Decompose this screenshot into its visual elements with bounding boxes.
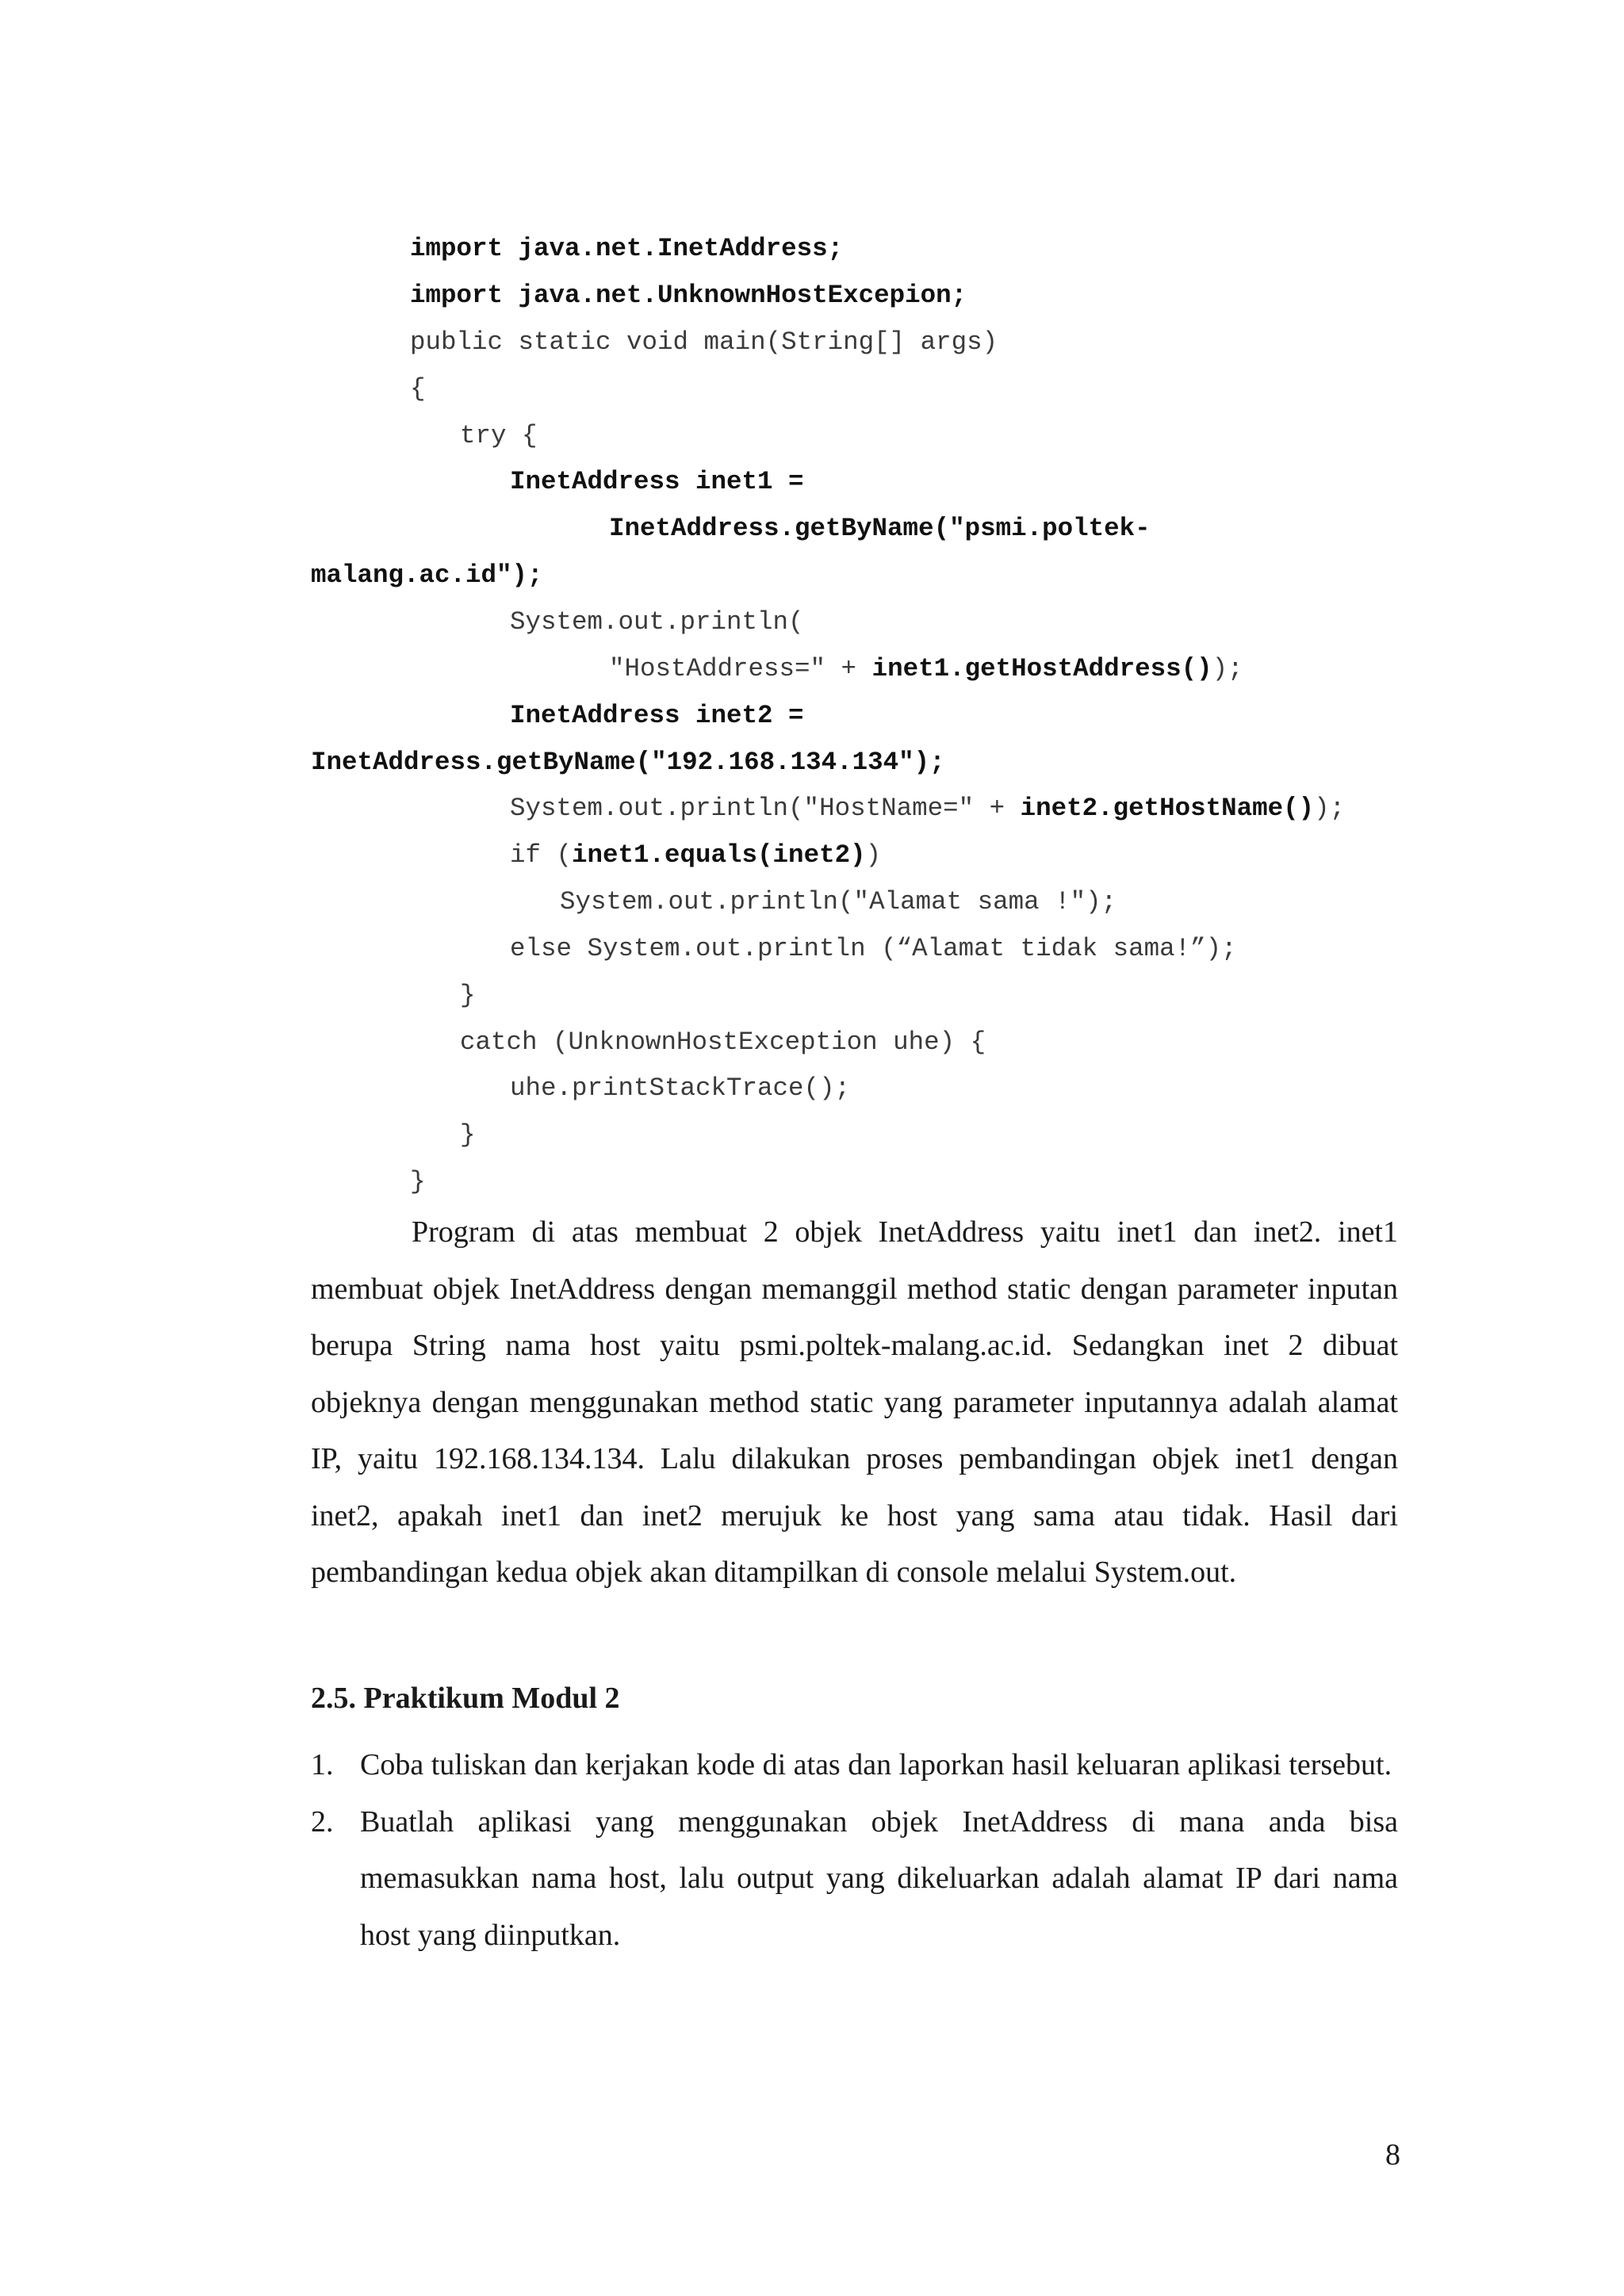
code-line: InetAddress.getByName("192.168.134.134"); [311,748,945,777]
code-line: uhe.printStackTrace(); [510,1073,851,1103]
page-number: 8 [1385,2138,1400,2172]
code-line: InetAddress.getByName("psmi.poltek- [609,514,1151,543]
code-line: try { [460,421,538,450]
code-line: System.out.println("HostName=" + inet2.getHostName()); [510,794,1346,823]
section-heading: 2.5. Praktikum Modul 2 [311,1682,620,1715]
code-line: else System.out.println (“Alamat tidak sama!”); [510,934,1237,963]
code-line: System.out.println("Alamat sama !"); [560,887,1117,916]
code-line: InetAddress inet2 = [510,701,804,730]
code-line: } [460,981,476,1010]
list-item-text: Coba tuliskan dan kerjakan kode di atas dan laporkan hasil keluaran aplikasi tersebut. [360,1748,1392,1781]
code-line: System.out.println( [510,607,804,637]
list-number: 2. [311,1804,334,1839]
code-line: } [410,1167,426,1196]
code-line: if (inet1.equals(inet2)) [510,840,882,870]
code-line: { [410,374,426,404]
list-item-text: Buatlah aplikasi yang menggunakan objek InetAddress di mana anda bisa memasukkan nama host, lalu output yang dikeluarkan adalah alamat IP dari nama host yang diinputkan. [360,1804,1398,1952]
list-item [311,1794,1398,1965]
code-line: InetAddress inet1 = [510,467,804,496]
list-number: 1. [311,1748,334,1781]
code-line: "HostAddress=" + inet1.getHostAddress()); [609,654,1243,683]
code-line: public static void main(String[] args) [410,327,998,357]
code-line: import java.net.UnknownHostExcepion; [410,281,967,310]
code-line: import java.net.InetAddress; [410,234,844,263]
task-list [311,1737,1398,1964]
code-line: catch (UnknownHostException uhe) { [460,1027,986,1057]
code-line: } [460,1120,476,1150]
code-line: malang.ac.id"); [311,561,543,590]
explanation-paragraph: Program di atas membuat 2 objek InetAddress yaitu inet1 dan inet2. inet1 membuat objek InetAddress dengan memanggil method static dengan parameter inputan berupa String nama host yaitu psmi.poltek-malang.ac.id. Sedangkan inet 2 dibuat objeknya dengan menggunakan method static yang parameter inputannya adalah alamat IP, yaitu 192.168.134.134. Lalu dilakukan proses pembandingan objek inet1 dengan inet2, apakah inet1 dan inet2 merujuk ke host yang sama atau tidak. Hasil dari pembandingan kedua objek akan ditampilkan di console melalui System.out. [311,1215,1398,1589]
list-item [311,1737,1398,1794]
